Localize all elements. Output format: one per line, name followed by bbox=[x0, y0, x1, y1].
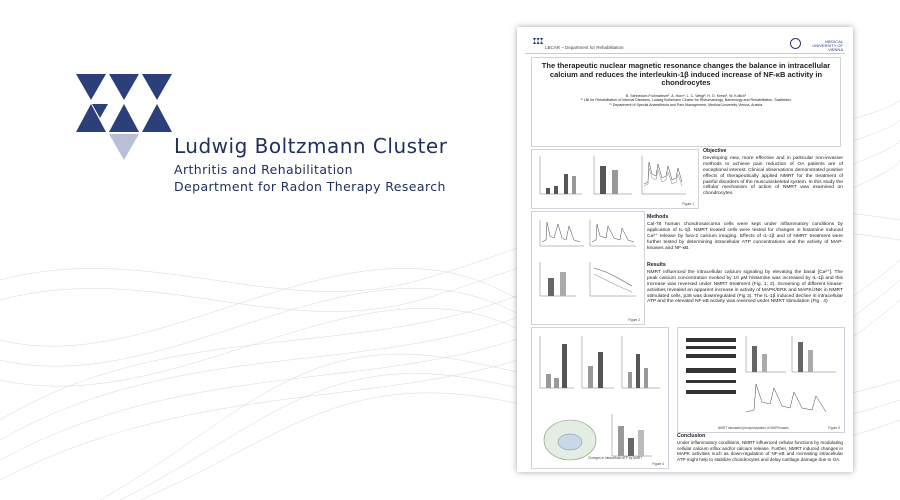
figure-1-graphic bbox=[536, 154, 694, 200]
poster-title: The therapeutic nuclear magnetic resonance changes the balance in intracellular calcium and reduces the interleukin-1β induced increase of NF-κB activity in chondrocytes bbox=[541, 61, 831, 88]
poster-affiliation-1: ¹⁾ LBI for Rehabilitation of Internal Diseases, Ludwig Boltzmann Cluster for Rheumatology, Balneology and Rehabilitation, Saalfelden bbox=[580, 98, 792, 103]
methods-section bbox=[647, 215, 843, 251]
figure-4-graphic bbox=[542, 408, 658, 462]
figure-4-caption: Changes in intracellular ATP by NMRT bbox=[588, 456, 643, 460]
figure-5-label: Figure 5 bbox=[828, 426, 840, 430]
figure-3-panel bbox=[531, 327, 669, 469]
lbcar-mini-logo-icon bbox=[533, 38, 543, 46]
brand-block bbox=[174, 134, 447, 194]
results-text: NMRT influenced the intracellular calcium signaling by elevating the basal [Ca²⁺]. The peak calcium concentration evoked by 10 µM histamine was increased by IL-1β and this increase was reversed under NMRT treatment (Fig. 1; 2). Screening of different kinase-activities revealed an apparent increase in activity of MAPK/ERK and MAPK/JNK in NMRT stimulated cells, p38 was downregulated (Fig 3). The IL-1β induced decline in intracellular ATP and the elevated NF-κB activity was reversed under NMRT stimulation (Fig . 4) bbox=[647, 269, 843, 305]
brand-line-1: Arthritis and Rehabilitation bbox=[174, 162, 353, 177]
objective-section bbox=[703, 149, 843, 197]
objective-text: Developing new, more effective and in particular non-invasive methods to achieve pain reduction of OA patients are of exceptional interest. Clinical observations demonstrated positive effects of therapeutically applied NMRT for the treatment of painful disorders of the musculoskeletal system. In this study the cellular mechanism of action of NMRT was examined on chondrocytes. bbox=[703, 155, 843, 197]
research-poster bbox=[517, 27, 853, 472]
poster-header-label: LBCAR – Department for Rehabilitation bbox=[545, 45, 624, 50]
figure-2-graphic bbox=[536, 216, 640, 316]
figure-5-graphic bbox=[682, 332, 840, 422]
figure-1-panel bbox=[531, 149, 699, 209]
brand-line-2: Department for Radon Therapy Research bbox=[174, 179, 446, 194]
conclusion-section bbox=[677, 434, 843, 462]
objective-heading: Objective bbox=[703, 148, 727, 154]
poster-title-box bbox=[531, 57, 841, 147]
figure-1-label: Figure 1 bbox=[682, 202, 694, 206]
poster-affiliation-2: ²⁾ Department of Special Anaesthesia and Pain Management, Medical University Vienna, Austria bbox=[609, 102, 763, 107]
poster-header bbox=[525, 35, 845, 54]
results-heading: Results bbox=[647, 262, 666, 268]
conclusion-heading: Conclusion bbox=[677, 433, 706, 439]
university-name: MEDICAL UNIVERSITY OF VIENNA bbox=[812, 39, 843, 53]
results-section bbox=[647, 263, 843, 305]
methods-text: Cal-78 human chondrosarcoma cells were kept under inflammatory conditions by application of IL-1β. NMRT treated cells were tested for changes in histamine induced Ca²⁺ release by fura-2 calcium imaging. Effects of IL-1β and of NMRT treatment were further tested by determining intracellular ATP concentrations and the activity of MAP-kinases and NF-κB. bbox=[647, 221, 843, 251]
figure-5-panel bbox=[677, 327, 845, 433]
figure-5-caption: NMRT stimulated phosphorylation of MAPKinases bbox=[718, 426, 789, 430]
figure-2-panel bbox=[531, 211, 645, 325]
figure-4-label: Figure 4 bbox=[652, 462, 664, 466]
conclusion-text: Under inflammatory conditions, NMRT influenced cellular functions by modulating cellular calcium influx and/or calcium release. Further, NMRT induced changes in MAPK activities such as down-regulation of NF-κB and increasing intracellular ATP might help to stabilize chondrocytes and delay cartilage damage due to OA. bbox=[677, 440, 843, 462]
university-seal-icon bbox=[790, 38, 801, 49]
ludwig-boltzmann-logo-icon bbox=[76, 72, 172, 162]
brand-name: Ludwig Boltzmann Cluster bbox=[174, 134, 448, 158]
poster-authors: B. Steinecker-Frohnwieser¹, A. Horn¹, L. C. Weigl², H. G. Kress², W. Kullich¹ bbox=[625, 93, 747, 98]
figure-3-graphic bbox=[536, 332, 664, 402]
figure-2-label: Figure 2 bbox=[628, 318, 640, 322]
methods-heading: Methods bbox=[647, 214, 669, 220]
